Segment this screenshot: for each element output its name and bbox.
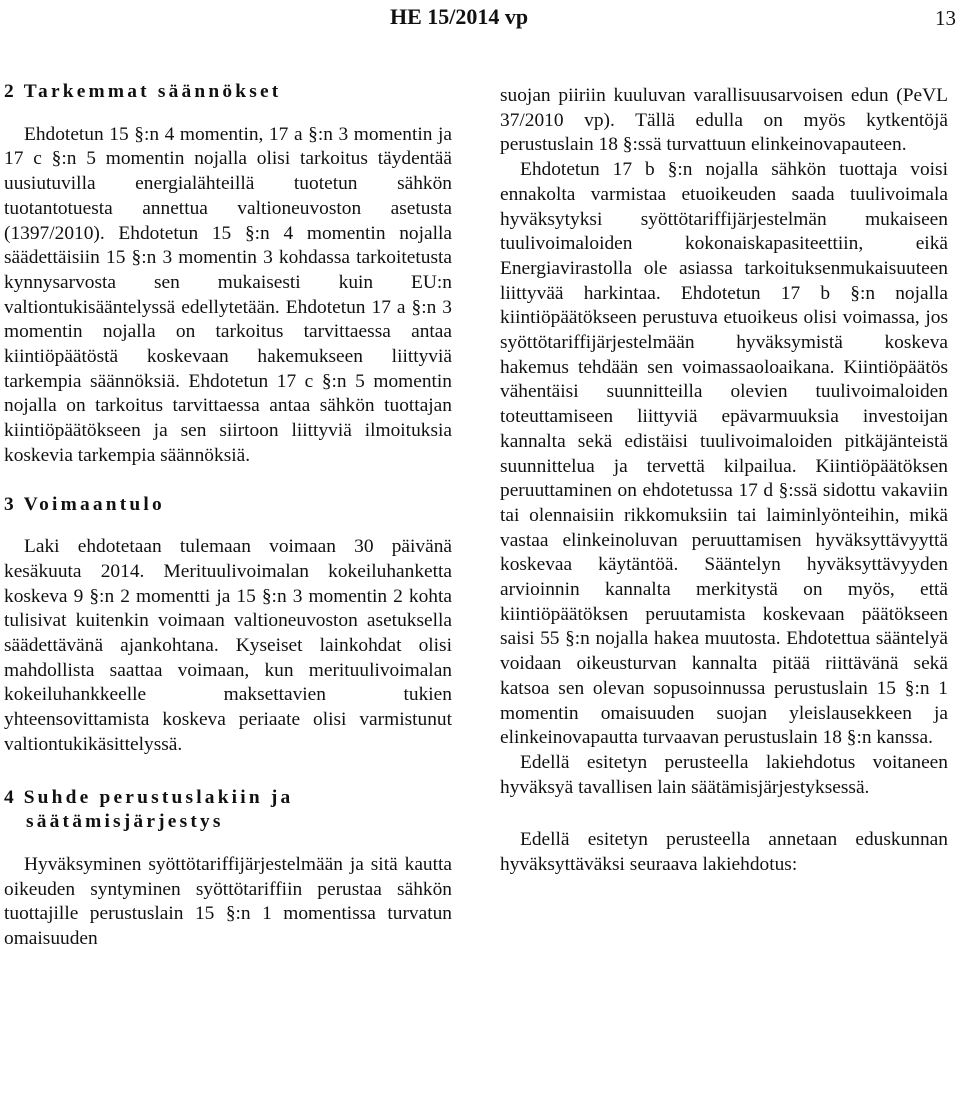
section-title: Voimaantulo bbox=[23, 493, 165, 515]
section-heading-4 bbox=[4, 786, 452, 835]
section-4-paragraph: Hyväksyminen syöttötariffijärjestelmään ja sitä kautta oikeuden syntyminen syöttötariffiin perustaa sähkön tuottajille perustuslain 15 §:n 1 momentissa turvatun omaisuuden bbox=[4, 853, 452, 950]
section-number: 4 bbox=[4, 786, 14, 808]
paragraph: Ehdotetun 17 b §:n nojalla sähkön tuottaja voisi ennakolta varmistaa etuoikeuden saada tuulivoimala hyväksytyksi syöttötariffijärjestelmän mukaiseen tuulivoimaloiden kokonaiskapasiteettiin, eikä Energiavirastolla ole asiassa tarkoituksenmukaisuuteen liittyvää harkintaa. Ehdotetun 17 b §:n nojalla kiintiöpäätökseen perustuva etuoikeus olisi voimassa, jos syöttötariffijärjestelmään hyväksymistä koskeva hakemus tehdään sen voimassaoloaikana. Kiintiöpäätös vähentäisi suunnitteilla olevien tuulivoimaloiden toteuttamiseen liittyviä epävarmuuksia investoijan kannalta sekä edistäisi tuulivoimaloiden pitkäjänteistä suunnittelua ja tervettä kilpailua. Kiintiöpäätöksen peruuttaminen on ehdotetussa 17 d §:ssä sidottu vakaviin tai olennaisiin rikkomuksiin tai laiminlyönteihin, mikä vastaa elinkeinoluvan peruuttamisen hyväksyttävyyttä koskevaa käytäntöä. Sääntelyn hyväksyttävyyden arvioinnin kannalta merkitystä on myös, että kiintiöpäätöksen peruutamista koskevaan päätökseen saisi 55 §:n nojalla hakea muutosta. Ehdotettua sääntelyä voidaan oikeusturvan kannalta pitää riittävänä sekä katsoa sen olevan sopusoinnussa perustuslain 15 §:n 1 momentin omaisuuden suojan yleislausekkeen ja elinkeinovapautta turvaavan perustuslain 18 §:n kanssa. bbox=[500, 159, 948, 749]
paragraph: Edellä esitetyn perusteella annetaan eduskunnan hyväksyttäväksi seuraava lakiehdotus: bbox=[500, 829, 948, 876]
document-title: HE 15/2014 vp bbox=[390, 4, 529, 29]
section-heading-3 bbox=[4, 493, 452, 518]
continuation-paragraph: suojan piiriin kuuluvan varallisuusarvoisen edun (PeVL 37/2010 vp). Tällä edulla on myös kytkentöjä perustuslain 18 §:ssä turvattuun elinkeinovapauteen. bbox=[500, 85, 948, 156]
section-title: Tarkemmat säännökset bbox=[23, 81, 282, 102]
paragraph: Edellä esitetyn perusteella lakiehdotus voitaneen hyväksyä tavallisen lain säätämisjärjestyksessä. bbox=[500, 751, 948, 798]
section-number: 2 bbox=[4, 81, 14, 102]
right-column bbox=[500, 84, 948, 878]
section-title: Suhde perustuslakiin ja säätämisjärjestys bbox=[23, 786, 294, 833]
section-3-paragraph: Laki ehdotetaan tulemaan voimaan 30 päivänä kesäkuuta 2014. Merituulivoimalan kokeiluhanketta koskeva 9 §:n 2 momentti ja 15 §:n 3 momentin 2 kohta tulisivat kuitenkin voimaan valtioneuvoston asetuksella säädettävänä ajankohtana. Kyseiset lainkohdat olisi mahdollista saattaa voimaan, kun merituulivoimalan kokeiluhankkeelle maksettavien tukien yhteensovittamista koskeva periaate olisi varmistunut valtiontukikäsittelyssä. bbox=[4, 536, 452, 755]
section-2-paragraph: Ehdotetun 15 §:n 4 momentin, 17 a §:n 3 momentin ja 17 c §:n 5 momentin nojalla olisi tarkoitus täydentää uusiutuvilla energialähteillä tuotetun sähkön tuotantotuesta annettua valtioneuvoston asetusta (1397/2010). Ehdotetun 15 §:n 4 momentin nojalla säädettäisiin 15 §:n 3 momentin 3 kohdassa tarkoitetusta kynnysarvosta sen mukaisesti kuin EU:n valtiontukisääntelyssä edellytetään. Ehdotetun 17 a §:n 3 momentin nojalla on tarkoitus tarvittaessa antaa kiintiöpäätöstä koskevaan hakemukseen liittyviä tarkempia säännöksiä. Ehdotetun 17 c §:n 5 momentin nojalla on tarkoitus tarvittaessa antaa sähkön tuottajan kiintiöpäätökseen ja sen siirtoon liittyviä ilmoituksia koskevia tarkempia säännöksiä. bbox=[4, 123, 452, 466]
left-column bbox=[4, 80, 452, 952]
page-number: 13 bbox=[935, 6, 956, 30]
section-number: 3 bbox=[4, 493, 14, 515]
section-heading-2 bbox=[4, 80, 452, 105]
